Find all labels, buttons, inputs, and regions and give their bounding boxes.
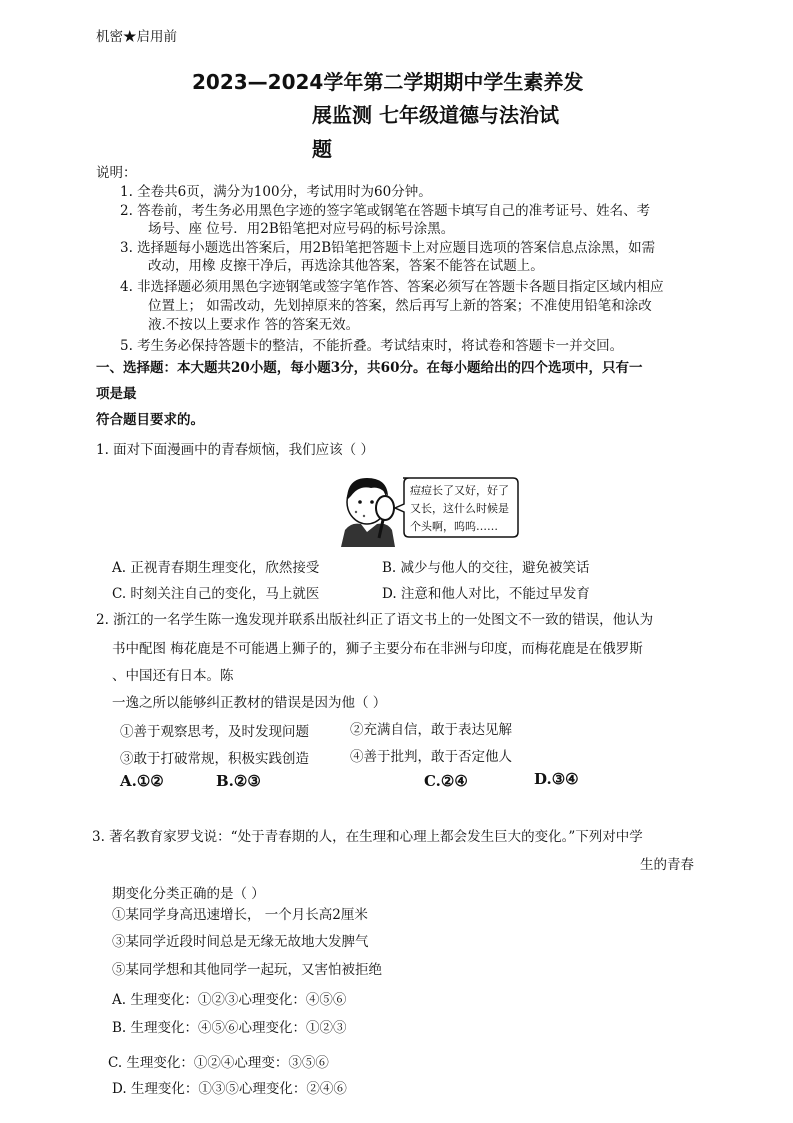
q1-option-a: A. 正视青春期生理变化，欣然接受 — [112, 560, 320, 576]
q3-option-d: D. 生理变化：①③⑤心理变化：②④⑥ — [112, 1081, 347, 1097]
bubble-line-1: 痘痘长了又好，好了 — [410, 484, 509, 497]
q2-statement-4: ④善于批判，敢于否定他人 — [350, 749, 512, 765]
exam-title-line1: 2023—2024学年第二学期期中学生素养发 — [192, 70, 584, 94]
instruction-2: 2. 答卷前，考生务必用黑色字迹的签字笔或钢笔在答题卡填写自己的准考证号、姓名、考 — [120, 203, 651, 219]
q2-stem-line2: 书中配图 梅花鹿是不可能遇上狮子的，狮子主要分布在非洲与印度，而梅花鹿是在俄罗斯 — [112, 641, 643, 657]
q3-option-a: A. 生理变化：①②③心理变化：④⑤⑥ — [112, 992, 347, 1008]
cartoon-figure-icon — [337, 472, 520, 547]
bubble-line-2: 又长，这什么时候是 — [410, 502, 509, 515]
section1-heading-cont1: 项是最 — [96, 386, 137, 402]
instruction-4: 4. 非选择题必须用黑色字迹钢笔或签字笔作答、答案必须写在答题卡各题目指定区域内相应 — [120, 279, 664, 295]
q2-option-c: C.②④ — [424, 772, 468, 790]
instruction-2-cont: 场号、座 位号．用2B铅笔把对应号码的标号涂黑。 — [148, 221, 455, 237]
q3-item-3: ③某同学近段时间总是无缘无故地大发脾气 — [112, 934, 369, 950]
bubble-line-3: 个头啊，呜呜…… — [410, 520, 498, 533]
q1-option-c: C. 时刻关注自己的变化，马上就医 — [112, 586, 320, 602]
q3-item-5: ⑤某同学想和其他同学一起玩，又害怕被拒绝 — [112, 962, 382, 978]
q1-stem: 1. 面对下面漫画中的青春烦恼，我们应该（ ） — [96, 442, 374, 458]
q1-option-d: D. 注意和他人对比，不能过早发育 — [382, 586, 590, 602]
section1-heading: 一、选择题：本大题共20小题，每小题3分，共60分。在每小题给出的四个选项中，只有一 — [96, 360, 643, 376]
instruction-4-cont1: 位置上； 如需改动，先划掉原来的答案，然后再写上新的答案；不准使用铅笔和涂改 — [148, 298, 652, 314]
q2-option-d: D.③④ — [534, 770, 579, 788]
q2-statement-1: ①善于观察思考，及时发现问题 — [120, 724, 309, 740]
instruction-4-cont2: 液.不按以上要求作 答的答案无效。 — [148, 317, 360, 333]
instruction-3-cont: 改动，用橡 皮擦干净后，再选涂其他答案，答案不能答在试题上。 — [148, 258, 544, 274]
q2-stem-line3: 、中国还有日本。陈 — [112, 668, 234, 684]
instruction-3: 3. 选择题每小题选出答案后，用2B铅笔把答题卡上对应题目选项的答案信息点涂黑，如需 — [120, 240, 656, 256]
instructions-label: 说明： — [96, 165, 137, 181]
exam-title-line2: 展监测 七年级道德与法治试 — [312, 103, 559, 127]
q3-stem-line2: 生的青春 — [640, 857, 694, 873]
q2-statement-2: ②充满自信，敢于表达见解 — [350, 722, 512, 738]
q2-option-a: A.①② — [120, 772, 164, 790]
q2-option-b: B.②③ — [216, 772, 261, 790]
q3-item-1: ①某同学身高迅速增长， 一个月长高2厘米 — [112, 907, 368, 923]
q3-stem-line1: 3. 著名教育家罗戈说：“处于青春期的人，在生理和心理上都会发生巨大的变化。”下列对中学 — [92, 829, 643, 845]
confidential-mark: 机密★启用前 — [96, 29, 177, 45]
q3-option-c: C. 生理变化：①②④心理变：③⑤⑥ — [108, 1055, 329, 1071]
q2-statement-3: ③敢于打破常规，积极实践创造 — [120, 751, 309, 767]
q2-stem-line1: 2. 浙江的一名学生陈一逸发现并联系出版社纠正了语文书上的一处图文不一致的错误，他认为 — [96, 612, 654, 628]
q3-stem-line3: 期变化分类正确的是（ ） — [112, 886, 265, 902]
instruction-1: 1. 全卷共6页，满分为100分，考试用时为60分钟。 — [120, 184, 432, 200]
instruction-5: 5. 考生务必保持答题卡的整洁，不能折叠。考试结束时，将试卷和答题卡一并交回。 — [120, 338, 624, 354]
q3-option-b: B. 生理变化：④⑤⑥心理变化：①②③ — [112, 1020, 347, 1036]
q1-cartoon — [337, 472, 520, 547]
exam-title-line3: 题 — [312, 137, 332, 161]
section1-heading-cont2: 符合题目要求的。 — [96, 412, 204, 428]
q1-option-b: B. 减少与他人的交往，避免被笑话 — [382, 560, 590, 576]
q2-stem-line4: 一逸之所以能够纠正教材的错误是因为他（ ） — [112, 695, 387, 711]
